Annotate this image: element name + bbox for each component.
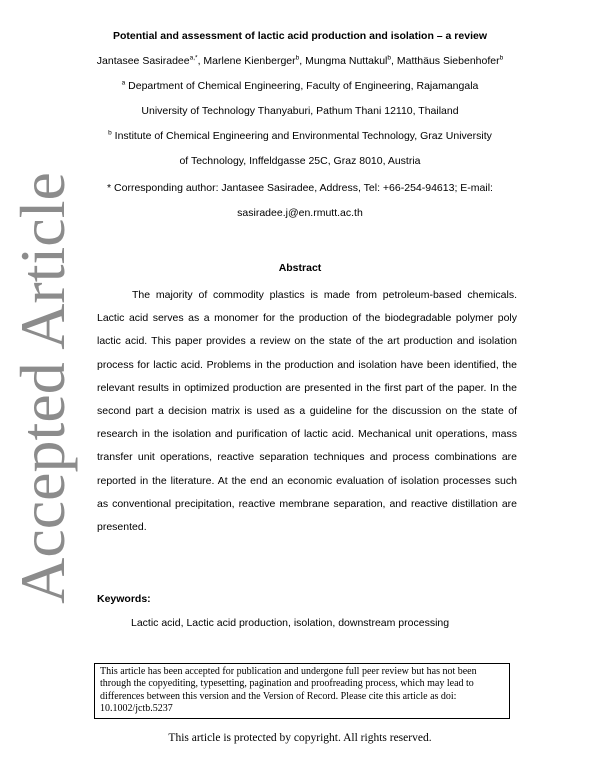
author-affiliation-marker: b	[499, 54, 504, 62]
author-name: Jantasee Sasiradee	[96, 55, 190, 67]
affiliation-text: Institute of Chemical Engineering and Environmental Technology, Graz University	[114, 130, 492, 142]
author-name: Matthäus Siebenhofer	[396, 55, 500, 67]
accepted-article-watermark: Accepted Article	[7, 172, 78, 604]
author-affiliation-marker: b	[387, 54, 392, 62]
keywords-heading: Keywords:	[97, 593, 151, 605]
author-affiliation-marker: b	[295, 54, 300, 62]
abstract-text: The majority of commodity plastics is made from petroleum-based chemicals. Lactic acid serves as a monomer for the production of the biodegradable polymer poly lactic acid. This paper provides a review on the state of the art production and isolation process for lactic acid. Problems in the production and isolation have been identified, the relevant results in optimized production are presented in the first part of the paper. In the second part a decision matrix is used as a guideline for the discussion on the state of research in the isolation and purification of lactic acid. Mechanical unit operations, mass transfer unit operations, reactive separation techniques and process combinations are reported in the literature. At the end an economic evaluation of isolation processes such as conventional precipitation, reactive membrane separation, and reactive distillation are presented.	[97, 289, 517, 534]
author-list: Jantasee Sasiradee$^{a,*}$, Marlene Kienberger$^b$, Mungma Nuttakul$^b$, Matthäus Siebenhofer$^b$	[96, 54, 504, 67]
author-affiliation-marker: a,*	[189, 54, 198, 62]
affiliation-text: Department of Chemical Engineering, Faculty of Engineering, Rajamangala	[128, 80, 479, 92]
author-name: Marlene Kienberger	[203, 55, 296, 67]
keywords-text: Lactic acid, Lactic acid production, isolation, downstream processing	[131, 617, 450, 629]
author-name: Mungma Nuttakul	[305, 55, 388, 67]
corresponding-email[interactable]: sasiradee.j@en.rmutt.ac.th	[237, 207, 363, 219]
affiliation-marker: a	[121, 79, 126, 87]
affiliation-b-line-1	[60, 130, 540, 142]
acceptance-notice: This article has been accepted for publication and undergone full peer review but has not been through the copyediting, typesetting, pagination and proofreading process, which may lead to differences between this version and the Version of Record. Please cite this article as doi: 10.1002/jctb.5237	[94, 663, 510, 719]
affiliation-a-line-1	[60, 80, 540, 92]
affiliation-marker: b	[108, 129, 112, 137]
copyright-notice: This article is protected by copyright. All rights reserved.	[168, 732, 432, 744]
paper-title: Potential and assessment of lactic acid production and isolation – a review	[112, 30, 488, 42]
abstract-heading: Abstract	[278, 262, 322, 274]
affiliation-b-line-2: of Technology, Inffeldgasse 25C, Graz 8010, Austria	[179, 155, 421, 167]
affiliation-a-line-2: University of Technology Thanyaburi, Pathum Thani 12110, Thailand	[141, 105, 459, 117]
corresponding-author: * Corresponding author: Jantasee Sasiradee, Address, Tel: +66-254-94613; E-mail:	[107, 182, 493, 194]
